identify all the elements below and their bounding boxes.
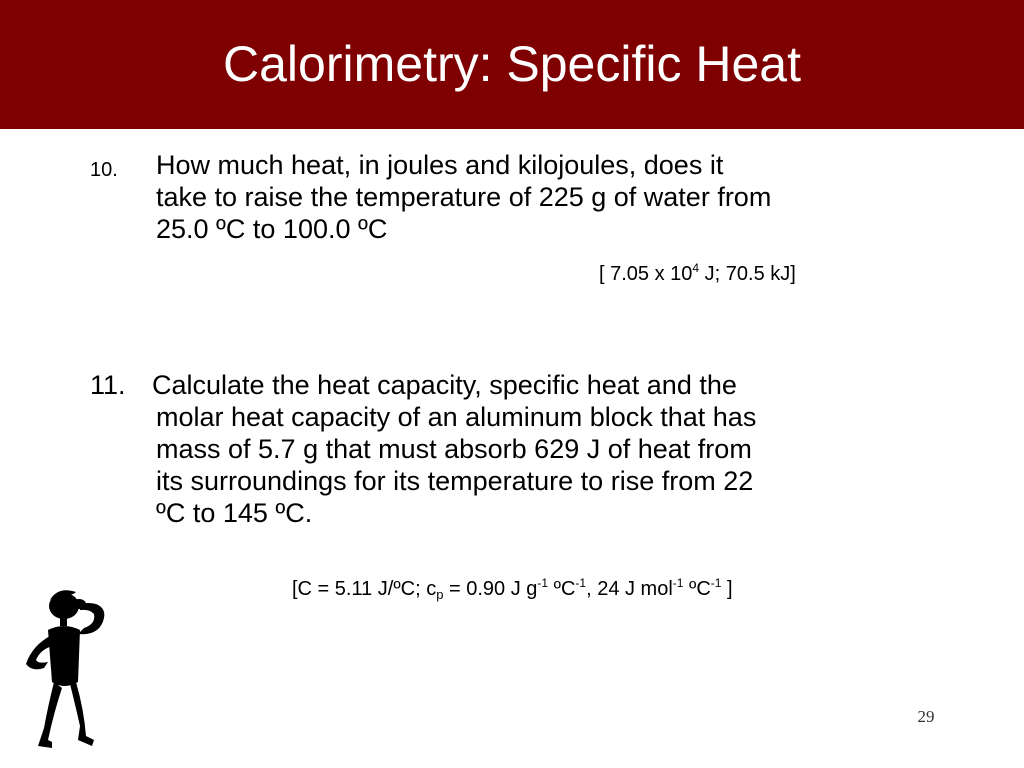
question-10-line-2: take to raise the temperature of 225 g of water from xyxy=(156,182,772,212)
answer-11-subscript: p xyxy=(436,587,444,602)
answer-11-exponent-1: -1 xyxy=(537,576,549,590)
question-11-line-3: mass of 5.7 g that must absorb 629 J of heat from xyxy=(156,434,752,464)
answer-10-part-1: [ 7.05 x 10 xyxy=(599,263,693,285)
answer-11-exponent-2: -1 xyxy=(575,576,587,590)
question-10-number: 10. xyxy=(90,159,118,181)
thinking-stick-figure-icon xyxy=(14,584,134,752)
question-11-line-1: Calculate the heat capacity, specific heat and the xyxy=(152,370,737,400)
question-11-answer xyxy=(292,576,733,602)
question-10-answer xyxy=(599,261,796,287)
question-11-line-2: molar heat capacity of an aluminum block that has xyxy=(156,402,757,432)
page-number: 29 xyxy=(917,707,935,726)
title-bar xyxy=(0,0,1024,129)
answer-11-part-1: [C = 5.11 J/ºC; c xyxy=(292,578,437,600)
slide-title: Calorimetry: Specific Heat xyxy=(223,36,801,92)
question-11-number: 11. xyxy=(90,370,126,400)
answer-11-part-2: = 0.90 J g xyxy=(443,578,538,600)
question-11-text xyxy=(152,369,956,529)
answer-11-part-6: ] xyxy=(721,578,733,600)
answer-11-exponent-4: -1 xyxy=(710,576,722,590)
answer-10-part-2: J; 70.5 kJ] xyxy=(699,263,796,285)
question-11-line-4: its surroundings for its temperature to rise from 22 xyxy=(156,466,754,496)
question-10-text xyxy=(156,149,956,245)
question-11-line-5: ºC to 145 ºC. xyxy=(156,498,313,528)
answer-11-part-4: , 24 J mol xyxy=(586,578,673,600)
answer-11-part-5: ºC xyxy=(683,578,711,600)
question-10-line-3: 25.0 ºC to 100.0 ºC xyxy=(156,214,388,244)
question-10-line-1: How much heat, in joules and kilojoules, does it xyxy=(156,150,724,180)
answer-11-part-3: ºC xyxy=(548,578,576,600)
answer-10-exponent: 4 xyxy=(692,261,700,275)
answer-11-exponent-3: -1 xyxy=(672,576,684,590)
